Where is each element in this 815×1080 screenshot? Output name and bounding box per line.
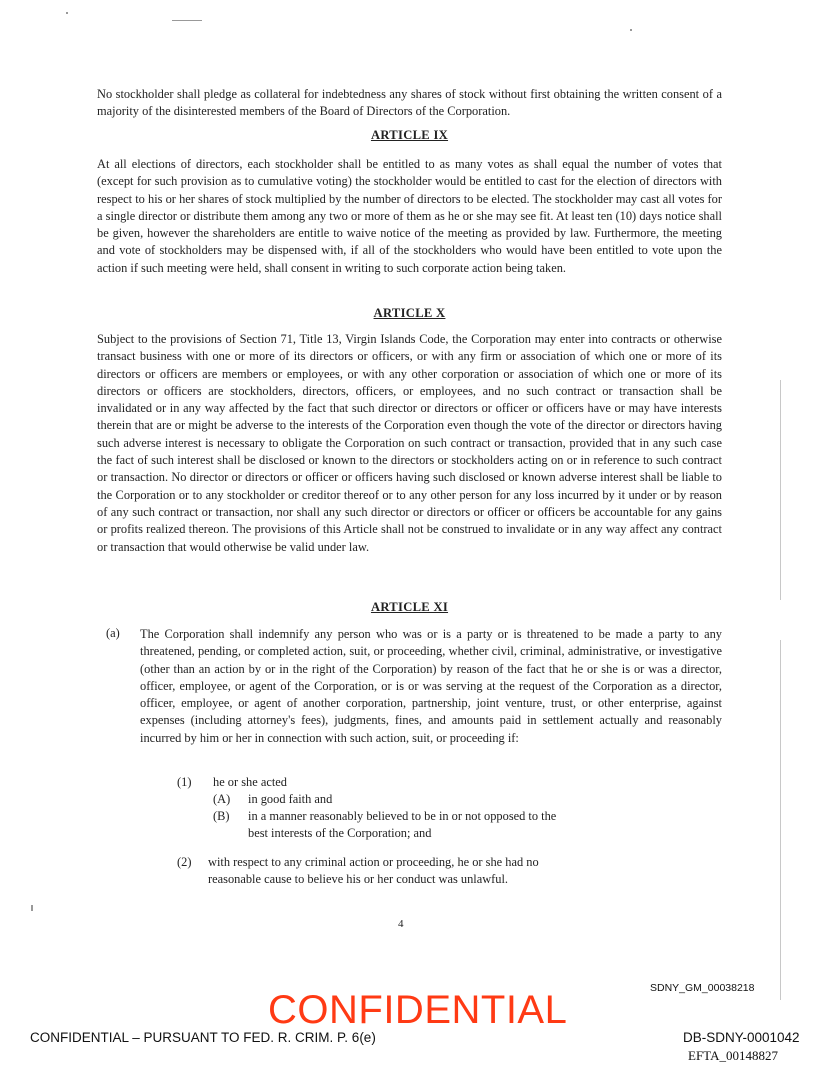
item-2-marker: (2) <box>177 855 192 869</box>
scan-edge-line <box>780 640 781 1000</box>
footer-confidential-notice: CONFIDENTIAL – PURSUANT TO FED. R. CRIM. P. 6(e) <box>30 1030 376 1045</box>
footer-bates-number: DB-SDNY-0001042 <box>683 1030 800 1045</box>
item-1-text: he or she acted <box>213 775 287 789</box>
section-a-body: The Corporation shall indemnify any person who was or is a party or is threatened to be made a party to any threatened, pending, or completed action, suit, or proceeding, whether civil, criminal, administrative, or investigative (other than an action by or in the right of the Corporation) by reason of the fact that he or she is or was a director, officer, employee, or agent of the Corporation, or is or was serving at the request of the Corporation as a director, officer, employee, or agent of another corporation, partnership, joint venture, trust, or other enterprise, against expenses (including attorney's fees), judgments, fines, and amounts paid in settlement actually and reasonably incurred by him or her in connection with such action, suit, or proceeding if: <box>140 627 722 745</box>
scan-speck <box>630 29 632 31</box>
scan-speck <box>31 905 33 911</box>
scan-speck <box>66 12 68 14</box>
item-A-marker: (A) <box>213 792 231 806</box>
item-B-line-1: in a manner reasonably believed to be in or not opposed to the <box>248 809 557 823</box>
article-ix-body: At all elections of directors, each stockholder shall be entitled to as many votes as shall equal the number of votes that (except for such provision as to cumulative voting) the stockholder would be entitled to cast for the election of directors with respect to his or her shares of stock multiplied by the number of directors to be elected. The stockholder may cast all votes for a single director or distribute them among any two or more of them as he or she may see fit. At least ten (10) days notice shall be given, however the shareholders are entitle to waive notice of the meeting as provided by law. Furthermore, the meeting and vote of stockholders may be dispensed with, if all of the stockholders who would have been entitled to vote upon the action if such meeting were held, shall consent in writing to such corporate action being taken. <box>97 157 722 275</box>
article-x-body: Subject to the provisions of Section 71, Title 13, Virgin Islands Code, the Corporation may enter into contracts or otherwise transact business with one or more of its directors or officers, or with any firm or association of which one or more of its directors or officers are members or employees, or with any other corporation or association of which one or more of its directors or officers are stockholders, directors, officers, or employees, and no such contract or transaction shall be invalidated or in any way affected by the fact that such director or directors or officer or officers have or may have interests therein that are or might be adverse to the interests of the Corporation even though the vote of the director or directors having such adverse interest is necessary to obligate the Corporation on such contract or transaction, provided that in any such case the fact of such interest shall be disclosed or known to the directors or stockholders acting on or in reference to such contract or transaction. No director or directors or officer or officers having such disclosed or known adverse interest shall be liable to the Corporation or to any stockholder or creditor thereof or to any other person for any loss incurred by it under or by reason of any such contract or transaction, nor shall any such director or directors or officer or officers be accountable for any gains or profits realized thereon. The provisions of this Article shall not be construed to invalidate or in any way affect any contract or transaction that would otherwise be valid under law. <box>97 332 722 554</box>
item-2-line-1: with respect to any criminal action or proceeding, he or she had no <box>208 855 539 869</box>
page-number: 4 <box>398 918 404 930</box>
article-xi-heading: ARTICLE XI <box>370 600 449 614</box>
scan-speck <box>172 20 202 21</box>
article-x-heading: ARTICLE X <box>373 306 446 320</box>
item-1-marker: (1) <box>177 775 192 789</box>
confidential-stamp: CONFIDENTIAL <box>268 988 568 1032</box>
section-a-marker: (a) <box>106 626 120 640</box>
scan-edge-line <box>780 380 781 600</box>
item-A-text: in good faith and <box>248 792 333 806</box>
item-2-line-2: reasonable cause to believe his or her conduct was unlawful. <box>208 872 509 886</box>
footer-efta-number: EFTA_00148827 <box>688 1048 778 1063</box>
article-ix-heading: ARTICLE IX <box>370 128 449 142</box>
bates-sdny-gm: SDNY_GM_00038218 <box>650 982 755 994</box>
intro-paragraph: No stockholder shall pledge as collateral for indebtedness any shares of stock without first obtaining the written consent of a majority of the disinterested members of the Board of Directors of the Corporation. <box>97 87 722 119</box>
item-B-line-2: best interests of the Corporation; and <box>248 826 432 840</box>
item-B-marker: (B) <box>213 809 230 823</box>
